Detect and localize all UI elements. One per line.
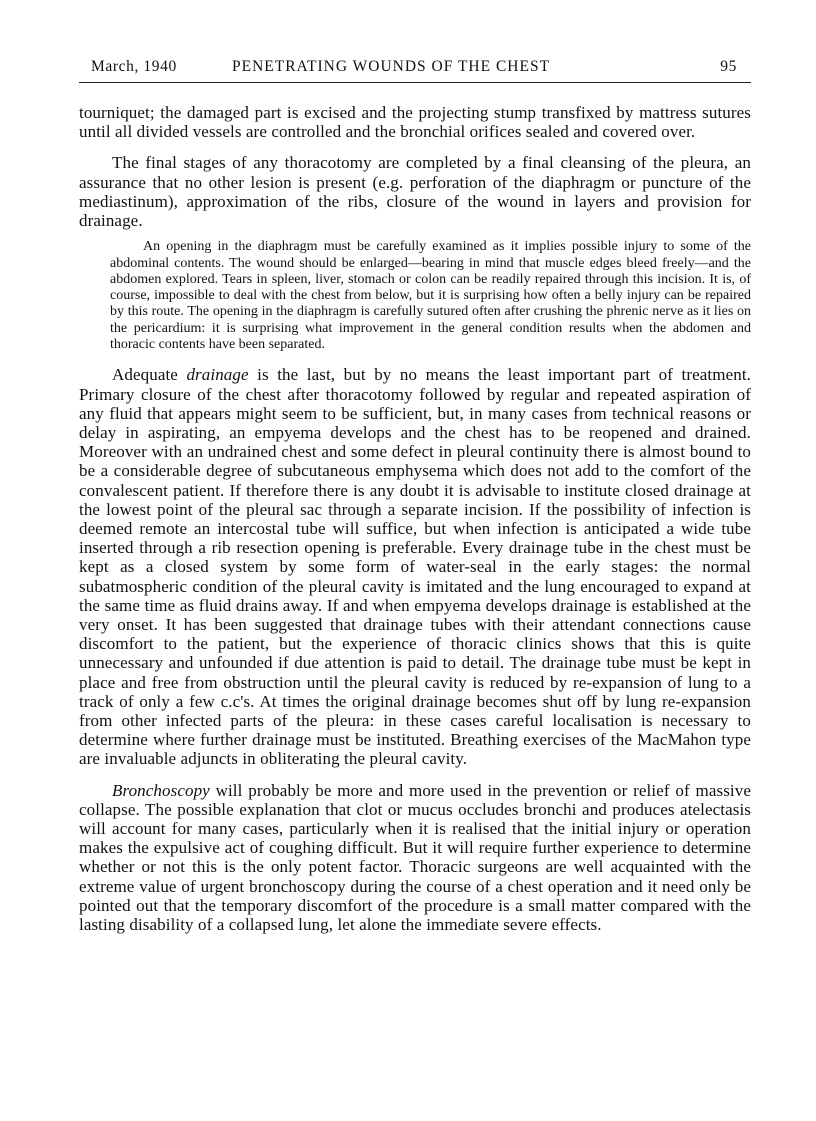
- paragraph-1: tourniquet; the damaged part is excised and the projecting stump transfixed by mattress sutures until all divided vessels are controlled and the bronchial orifices sealed and covered over.: [79, 103, 751, 142]
- page-number: 95: [720, 58, 737, 75]
- paragraph-5-emphasis: Bronchoscopy: [112, 780, 210, 800]
- page: [79, 58, 751, 934]
- paragraph-4-lead: Adequate: [112, 365, 187, 385]
- running-head: [79, 58, 751, 82]
- paragraph-5: [79, 781, 751, 935]
- paragraph-4: [79, 365, 751, 768]
- paragraph-4-emphasis: drainage: [186, 365, 249, 385]
- paragraph-4-text: is the last, but by no means the least important part of treatment. Primary closure of the chest after thoracotomy followed by regular and repeated aspiration of any fluid that appears might seem to be sufficient, but, in many cases from technical reasons or delay in aspirating, an empyema develops and the chest has to be reopened and drained. Moreover with an undrained chest and some defect in pleural continuity there is almost bound to be a considerable degree of subcutaneous emphysema which does not add to the comfort of the convalescent patient. If therefore there is any doubt it is advisable to institute closed drainage at the lowest point of the pleural sac through a separate incision. If the possibility of infection is deemed remote an intercostal tube will suffice, but when infection is anticipated a wide tube inserted through a rib resection opening is preferable. Every drainage tube in the chest must be kept as a closed system by some form of water-seal in the early stages: the normal subatmospheric condition of the pleural cavity is imitated and the lung encouraged to expand at the same time as fluid drains away. If and when empyema develops drainage is established at the very onset. It has been suggested that drainage tubes with their attendant connections cause discomfort to the patient, but the experience of thoracic clinics shows that this is quite unnecessary and unfounded if due attention is paid to detail. The drainage tube must be kept in place and free from obstruction until the pleural cavity is reduced by re-expansion of lung to a track of only a few c.c's. At times the original drainage becomes shut off by lung re-expansion from other infected parts of the pleura: in these cases careful localisation is necessary to determine where further drainage must be instituted. Breathing exercises of the MacMahon type are invaluable adjuncts in obliterating the pleural cavity.: [79, 365, 751, 769]
- header-title: PENETRATING WOUNDS OF THE CHEST: [232, 58, 551, 75]
- paragraph-3-small: An opening in the diaphragm must be carefully examined as it implies possible injury to some of the abdominal contents. The wound should be enlarged—bearing in mind that muscle edges bleed freely—and the abdomen explored. Tears in spleen, liver, stomach or colon can be readily repaired through this incision. It is, of course, impossible to deal with the chest from below, but it is surprising how often a belly injury can be repaired by this route. The opening in the diaphragm is carefully sutured often after crushing the phrenic nerve as it lies on the pericardium: it is surprising what improvement in the general condition results when the abdomen and thoracic contents have been separated.: [110, 239, 751, 352]
- header-rule: [79, 82, 751, 83]
- paragraph-2: The final stages of any thoracotomy are completed by a final cleansing of the pleura, an assurance that no other lesion is present (e.g. perforation of the diaphragm or puncture of the mediastinum), approximation of the ribs, closure of the wound in layers and provision for drainage.: [79, 153, 751, 231]
- header-date: March, 1940: [91, 58, 177, 75]
- paragraph-5-text: will probably be more and more used in the prevention or relief of massive collapse. The possible explanation that clot or mucus occludes bronchi and produces atelectasis will account for many cases, particularly when it is realised that the initial injury or operation makes the expulsive act of coughing difficult. But it will require further experience to determine whether or not this is the only potent factor. Thoracic surgeons are well acquainted with the extreme value of urgent bronchoscopy during the course of a chest operation and it need only be pointed out that the temporary discomfort of the procedure is a small matter compared with the lasting disability of a collapsed lung, let alone the immediate severe effects.: [79, 780, 751, 934]
